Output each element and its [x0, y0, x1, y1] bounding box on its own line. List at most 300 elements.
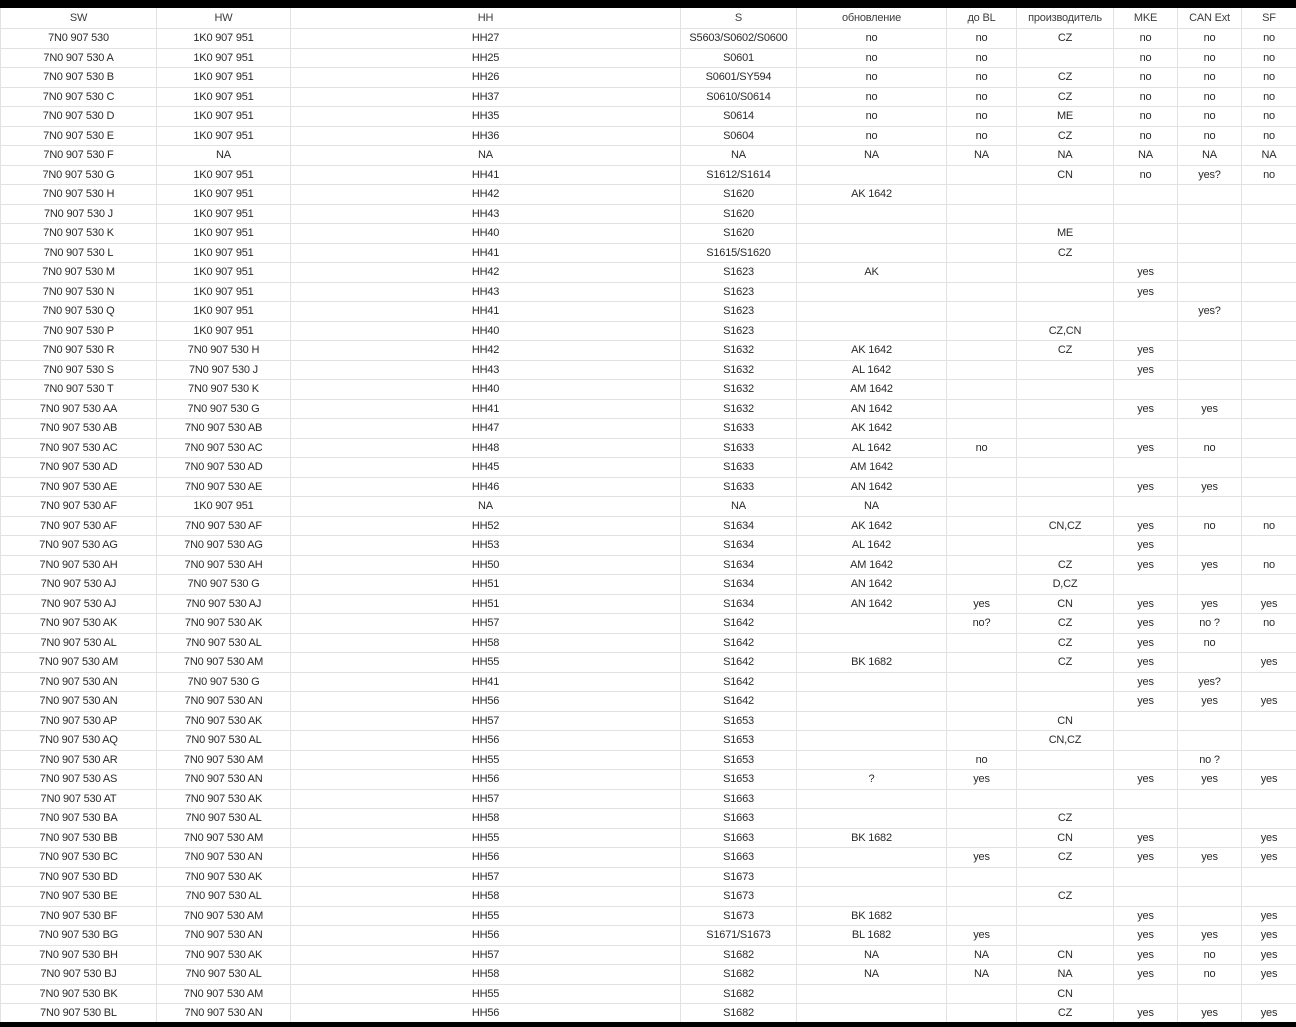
cell-can-ext[interactable]: yes	[1178, 594, 1242, 614]
cell-s[interactable]: S1682	[681, 1004, 797, 1024]
cell-hw[interactable]: 7N0 907 530 AG	[157, 536, 291, 556]
cell-hh[interactable]: NA	[291, 497, 681, 517]
cell-s[interactable]: S1634	[681, 555, 797, 575]
cell-hh[interactable]: HH48	[291, 438, 681, 458]
cell-hw[interactable]: 7N0 907 530 AC	[157, 438, 291, 458]
cell-mke[interactable]: yes	[1114, 633, 1178, 653]
cell-manufacturer[interactable]: ME	[1017, 107, 1114, 127]
cell-hw[interactable]: 7N0 907 530 AM	[157, 984, 291, 1004]
cell-can-ext[interactable]: no	[1178, 48, 1242, 68]
cell-mke[interactable]: no	[1114, 165, 1178, 185]
cell-hh[interactable]: HH58	[291, 887, 681, 907]
cell-mke[interactable]: yes	[1114, 692, 1178, 712]
cell-hh[interactable]: HH41	[291, 672, 681, 692]
cell-sf[interactable]: no	[1242, 614, 1296, 634]
cell-sf[interactable]: yes	[1242, 1004, 1296, 1024]
cell-sf[interactable]	[1242, 458, 1296, 478]
cell-can-ext[interactable]: no ?	[1178, 750, 1242, 770]
cell-hh[interactable]: HH50	[291, 555, 681, 575]
cell-manufacturer[interactable]: CZ,CN	[1017, 321, 1114, 341]
cell-hw[interactable]: 7N0 907 530 AH	[157, 555, 291, 575]
cell-sw[interactable]: 7N0 907 530 D	[1, 107, 157, 127]
cell-hh[interactable]: HH55	[291, 750, 681, 770]
cell-can-ext[interactable]	[1178, 243, 1242, 263]
cell-update[interactable]	[797, 711, 947, 731]
cell-sw[interactable]: 7N0 907 530 J	[1, 204, 157, 224]
cell-mke[interactable]	[1114, 458, 1178, 478]
cell-can-ext[interactable]	[1178, 282, 1242, 302]
cell-sw[interactable]: 7N0 907 530 BK	[1, 984, 157, 1004]
cell-can-ext[interactable]: yes?	[1178, 672, 1242, 692]
cell-s[interactable]: S1634	[681, 594, 797, 614]
cell-hw[interactable]: 1K0 907 951	[157, 165, 291, 185]
cell-s[interactable]: S1623	[681, 282, 797, 302]
cell-s[interactable]: S1671/S1673	[681, 926, 797, 946]
cell-manufacturer[interactable]: CZ	[1017, 1004, 1114, 1024]
cell-to-bl[interactable]	[947, 419, 1017, 439]
cell-can-ext[interactable]: no	[1178, 68, 1242, 88]
cell-s[interactable]: S1623	[681, 321, 797, 341]
cell-sw[interactable]: 7N0 907 530 BH	[1, 945, 157, 965]
cell-sf[interactable]: yes	[1242, 692, 1296, 712]
cell-sf[interactable]	[1242, 224, 1296, 244]
cell-can-ext[interactable]: yes	[1178, 926, 1242, 946]
column-header-hh[interactable]: HH	[291, 8, 681, 29]
cell-sw[interactable]: 7N0 907 530 G	[1, 165, 157, 185]
cell-sw[interactable]: 7N0 907 530 AF	[1, 497, 157, 517]
cell-sw[interactable]: 7N0 907 530 BE	[1, 887, 157, 907]
cell-can-ext[interactable]	[1178, 867, 1242, 887]
cell-to-bl[interactable]	[947, 321, 1017, 341]
cell-hh[interactable]: HH41	[291, 399, 681, 419]
cell-can-ext[interactable]	[1178, 204, 1242, 224]
cell-sw[interactable]: 7N0 907 530 BB	[1, 828, 157, 848]
cell-to-bl[interactable]: NA	[947, 965, 1017, 985]
cell-s[interactable]: S1642	[681, 614, 797, 634]
cell-hw[interactable]: 7N0 907 530 G	[157, 672, 291, 692]
cell-hh[interactable]: HH46	[291, 477, 681, 497]
cell-sw[interactable]: 7N0 907 530 AH	[1, 555, 157, 575]
cell-hh[interactable]: HH27	[291, 29, 681, 49]
cell-to-bl[interactable]	[947, 731, 1017, 751]
cell-hh[interactable]: HH45	[291, 458, 681, 478]
cell-to-bl[interactable]: no	[947, 68, 1017, 88]
cell-can-ext[interactable]	[1178, 828, 1242, 848]
cell-hw[interactable]: 7N0 907 530 AK	[157, 614, 291, 634]
cell-can-ext[interactable]: yes	[1178, 770, 1242, 790]
cell-hh[interactable]: HH57	[291, 789, 681, 809]
cell-sf[interactable]: NA	[1242, 146, 1296, 166]
cell-s[interactable]: S1633	[681, 477, 797, 497]
cell-s[interactable]: S1633	[681, 419, 797, 439]
cell-hh[interactable]: HH58	[291, 633, 681, 653]
cell-hw[interactable]: 7N0 907 530 K	[157, 380, 291, 400]
cell-can-ext[interactable]	[1178, 887, 1242, 907]
cell-can-ext[interactable]: yes	[1178, 399, 1242, 419]
cell-can-ext[interactable]	[1178, 711, 1242, 731]
cell-can-ext[interactable]: no ?	[1178, 614, 1242, 634]
cell-sf[interactable]	[1242, 477, 1296, 497]
cell-s[interactable]: S1653	[681, 731, 797, 751]
cell-hh[interactable]: HH56	[291, 731, 681, 751]
cell-manufacturer[interactable]: CZ	[1017, 848, 1114, 868]
cell-hw[interactable]: 7N0 907 530 AN	[157, 770, 291, 790]
cell-sw[interactable]: 7N0 907 530 T	[1, 380, 157, 400]
cell-mke[interactable]: no	[1114, 29, 1178, 49]
cell-mke[interactable]	[1114, 731, 1178, 751]
cell-update[interactable]	[797, 1004, 947, 1024]
cell-manufacturer[interactable]: CZ	[1017, 29, 1114, 49]
cell-hw[interactable]: 7N0 907 530 AK	[157, 711, 291, 731]
cell-s[interactable]: S0604	[681, 126, 797, 146]
cell-sf[interactable]: no	[1242, 555, 1296, 575]
cell-can-ext[interactable]: yes	[1178, 477, 1242, 497]
cell-update[interactable]: AM 1642	[797, 458, 947, 478]
cell-manufacturer[interactable]: CN	[1017, 984, 1114, 1004]
cell-can-ext[interactable]	[1178, 419, 1242, 439]
cell-mke[interactable]: yes	[1114, 263, 1178, 283]
cell-mke[interactable]: yes	[1114, 945, 1178, 965]
cell-s[interactable]: S1633	[681, 438, 797, 458]
cell-s[interactable]: S1663	[681, 809, 797, 829]
cell-sw[interactable]: 7N0 907 530 P	[1, 321, 157, 341]
cell-sw[interactable]: 7N0 907 530 AJ	[1, 575, 157, 595]
cell-manufacturer[interactable]	[1017, 458, 1114, 478]
cell-can-ext[interactable]	[1178, 497, 1242, 517]
cell-to-bl[interactable]	[947, 263, 1017, 283]
cell-sf[interactable]	[1242, 672, 1296, 692]
cell-manufacturer[interactable]	[1017, 185, 1114, 205]
cell-s[interactable]: S1633	[681, 458, 797, 478]
cell-s[interactable]: S1620	[681, 224, 797, 244]
cell-sw[interactable]: 7N0 907 530 AR	[1, 750, 157, 770]
cell-mke[interactable]: yes	[1114, 926, 1178, 946]
cell-hw[interactable]: 7N0 907 530 J	[157, 360, 291, 380]
cell-mke[interactable]: yes	[1114, 828, 1178, 848]
cell-mke[interactable]	[1114, 575, 1178, 595]
cell-mke[interactable]: yes	[1114, 536, 1178, 556]
cell-to-bl[interactable]: no	[947, 48, 1017, 68]
cell-update[interactable]: BK 1682	[797, 828, 947, 848]
cell-can-ext[interactable]: yes	[1178, 1004, 1242, 1024]
cell-sw[interactable]: 7N0 907 530 AD	[1, 458, 157, 478]
cell-manufacturer[interactable]	[1017, 750, 1114, 770]
cell-sf[interactable]: yes	[1242, 906, 1296, 926]
cell-can-ext[interactable]	[1178, 536, 1242, 556]
cell-can-ext[interactable]	[1178, 224, 1242, 244]
cell-update[interactable]: AL 1642	[797, 438, 947, 458]
cell-mke[interactable]	[1114, 380, 1178, 400]
cell-sf[interactable]: yes	[1242, 653, 1296, 673]
cell-to-bl[interactable]: yes	[947, 848, 1017, 868]
cell-update[interactable]: NA	[797, 497, 947, 517]
cell-manufacturer[interactable]	[1017, 380, 1114, 400]
cell-mke[interactable]: yes	[1114, 770, 1178, 790]
cell-mke[interactable]: yes	[1114, 555, 1178, 575]
cell-to-bl[interactable]	[947, 711, 1017, 731]
cell-to-bl[interactable]	[947, 575, 1017, 595]
column-header-update[interactable]: обновление	[797, 8, 947, 29]
cell-sw[interactable]: 7N0 907 530 AM	[1, 653, 157, 673]
cell-s[interactable]: S0601/SY594	[681, 68, 797, 88]
cell-to-bl[interactable]	[947, 633, 1017, 653]
cell-sf[interactable]	[1242, 731, 1296, 751]
cell-mke[interactable]: no	[1114, 68, 1178, 88]
cell-hh[interactable]: HH56	[291, 926, 681, 946]
cell-hh[interactable]: HH57	[291, 711, 681, 731]
cell-hh[interactable]: HH40	[291, 321, 681, 341]
cell-can-ext[interactable]: no	[1178, 126, 1242, 146]
cell-hh[interactable]: HH36	[291, 126, 681, 146]
cell-s[interactable]: S1620	[681, 185, 797, 205]
cell-hh[interactable]: HH55	[291, 906, 681, 926]
cell-sf[interactable]: no	[1242, 48, 1296, 68]
cell-update[interactable]: no	[797, 29, 947, 49]
cell-hw[interactable]: 7N0 907 530 AN	[157, 848, 291, 868]
cell-hw[interactable]: 1K0 907 951	[157, 497, 291, 517]
cell-hw[interactable]: 7N0 907 530 AJ	[157, 594, 291, 614]
cell-manufacturer[interactable]: NA	[1017, 146, 1114, 166]
cell-can-ext[interactable]	[1178, 380, 1242, 400]
cell-sw[interactable]: 7N0 907 530 E	[1, 126, 157, 146]
cell-manufacturer[interactable]	[1017, 497, 1114, 517]
cell-sw[interactable]: 7N0 907 530 Q	[1, 302, 157, 322]
cell-sw[interactable]: 7N0 907 530 BL	[1, 1004, 157, 1024]
cell-hw[interactable]: 7N0 907 530 AL	[157, 809, 291, 829]
cell-update[interactable]: BL 1682	[797, 926, 947, 946]
cell-hh[interactable]: HH52	[291, 516, 681, 536]
cell-update[interactable]	[797, 750, 947, 770]
cell-mke[interactable]	[1114, 302, 1178, 322]
cell-update[interactable]: AK 1642	[797, 341, 947, 361]
cell-manufacturer[interactable]	[1017, 672, 1114, 692]
cell-hh[interactable]: HH43	[291, 360, 681, 380]
cell-sf[interactable]	[1242, 575, 1296, 595]
cell-sw[interactable]: 7N0 907 530 M	[1, 263, 157, 283]
cell-to-bl[interactable]	[947, 399, 1017, 419]
cell-can-ext[interactable]	[1178, 360, 1242, 380]
cell-can-ext[interactable]: no	[1178, 87, 1242, 107]
cell-hw[interactable]: 1K0 907 951	[157, 126, 291, 146]
cell-sw[interactable]: 7N0 907 530 N	[1, 282, 157, 302]
cell-mke[interactable]: yes	[1114, 477, 1178, 497]
cell-sw[interactable]: 7N0 907 530 AC	[1, 438, 157, 458]
cell-hh[interactable]: NA	[291, 146, 681, 166]
cell-update[interactable]: AK	[797, 263, 947, 283]
cell-mke[interactable]	[1114, 321, 1178, 341]
cell-to-bl[interactable]: no	[947, 29, 1017, 49]
cell-mke[interactable]	[1114, 204, 1178, 224]
cell-s[interactable]: S1682	[681, 984, 797, 1004]
cell-sw[interactable]: 7N0 907 530 AJ	[1, 594, 157, 614]
cell-to-bl[interactable]	[947, 536, 1017, 556]
cell-can-ext[interactable]	[1178, 458, 1242, 478]
cell-sf[interactable]: no	[1242, 68, 1296, 88]
cell-manufacturer[interactable]: CZ	[1017, 243, 1114, 263]
cell-sw[interactable]: 7N0 907 530 AN	[1, 692, 157, 712]
cell-manufacturer[interactable]	[1017, 770, 1114, 790]
cell-hw[interactable]: 1K0 907 951	[157, 87, 291, 107]
cell-hh[interactable]: HH57	[291, 614, 681, 634]
cell-can-ext[interactable]	[1178, 341, 1242, 361]
cell-update[interactable]	[797, 887, 947, 907]
cell-hw[interactable]: 1K0 907 951	[157, 263, 291, 283]
cell-sw[interactable]: 7N0 907 530 A	[1, 48, 157, 68]
cell-to-bl[interactable]: no	[947, 107, 1017, 127]
cell-to-bl[interactable]	[947, 360, 1017, 380]
cell-can-ext[interactable]: NA	[1178, 146, 1242, 166]
cell-manufacturer[interactable]: CN	[1017, 828, 1114, 848]
cell-sw[interactable]: 7N0 907 530 AQ	[1, 731, 157, 751]
cell-sf[interactable]	[1242, 341, 1296, 361]
cell-s[interactable]: S1653	[681, 750, 797, 770]
cell-sf[interactable]	[1242, 321, 1296, 341]
cell-hh[interactable]: HH43	[291, 282, 681, 302]
cell-manufacturer[interactable]: CN	[1017, 165, 1114, 185]
cell-update[interactable]	[797, 672, 947, 692]
cell-hw[interactable]: 7N0 907 530 G	[157, 399, 291, 419]
cell-hw[interactable]: 7N0 907 530 AN	[157, 1004, 291, 1024]
cell-can-ext[interactable]	[1178, 575, 1242, 595]
cell-s[interactable]: S1623	[681, 263, 797, 283]
cell-manufacturer[interactable]: CN	[1017, 594, 1114, 614]
cell-sw[interactable]: 7N0 907 530 AP	[1, 711, 157, 731]
cell-s[interactable]: S1634	[681, 516, 797, 536]
cell-hw[interactable]: 7N0 907 530 AL	[157, 633, 291, 653]
cell-mke[interactable]: no	[1114, 87, 1178, 107]
cell-sw[interactable]: 7N0 907 530 BG	[1, 926, 157, 946]
cell-sf[interactable]	[1242, 809, 1296, 829]
cell-can-ext[interactable]	[1178, 984, 1242, 1004]
cell-sw[interactable]: 7N0 907 530 AK	[1, 614, 157, 634]
cell-hh[interactable]: HH56	[291, 848, 681, 868]
cell-mke[interactable]: yes	[1114, 438, 1178, 458]
cell-s[interactable]: S1623	[681, 302, 797, 322]
cell-s[interactable]: S1632	[681, 360, 797, 380]
cell-can-ext[interactable]: yes?	[1178, 165, 1242, 185]
cell-manufacturer[interactable]: CZ	[1017, 126, 1114, 146]
cell-can-ext[interactable]: no	[1178, 965, 1242, 985]
cell-mke[interactable]: yes	[1114, 594, 1178, 614]
cell-hh[interactable]: HH55	[291, 984, 681, 1004]
cell-s[interactable]: NA	[681, 146, 797, 166]
cell-s[interactable]: S1673	[681, 906, 797, 926]
cell-sw[interactable]: 7N0 907 530 S	[1, 360, 157, 380]
cell-sf[interactable]	[1242, 185, 1296, 205]
cell-sf[interactable]	[1242, 497, 1296, 517]
cell-update[interactable]: AN 1642	[797, 399, 947, 419]
cell-s[interactable]: S1642	[681, 653, 797, 673]
cell-can-ext[interactable]	[1178, 263, 1242, 283]
cell-update[interactable]: no	[797, 107, 947, 127]
cell-sw[interactable]: 7N0 907 530 F	[1, 146, 157, 166]
cell-s[interactable]: S1642	[681, 633, 797, 653]
cell-hh[interactable]: HH26	[291, 68, 681, 88]
cell-hh[interactable]: HH41	[291, 243, 681, 263]
cell-mke[interactable]: yes	[1114, 906, 1178, 926]
cell-sf[interactable]	[1242, 633, 1296, 653]
cell-mke[interactable]: no	[1114, 126, 1178, 146]
cell-hh[interactable]: HH37	[291, 87, 681, 107]
cell-sw[interactable]: 7N0 907 530 AG	[1, 536, 157, 556]
cell-hw[interactable]: 7N0 907 530 AM	[157, 828, 291, 848]
cell-s[interactable]: S0601	[681, 48, 797, 68]
cell-s[interactable]: S1620	[681, 204, 797, 224]
cell-s[interactable]: S1632	[681, 341, 797, 361]
cell-update[interactable]	[797, 867, 947, 887]
cell-mke[interactable]: yes	[1114, 672, 1178, 692]
cell-hh[interactable]: HH40	[291, 224, 681, 244]
cell-hh[interactable]: HH35	[291, 107, 681, 127]
cell-can-ext[interactable]	[1178, 789, 1242, 809]
column-header-sw[interactable]: SW	[1, 8, 157, 29]
cell-hw[interactable]: 7N0 907 530 AK	[157, 789, 291, 809]
cell-manufacturer[interactable]	[1017, 282, 1114, 302]
cell-to-bl[interactable]	[947, 809, 1017, 829]
cell-hh[interactable]: HH41	[291, 302, 681, 322]
cell-sf[interactable]	[1242, 711, 1296, 731]
cell-manufacturer[interactable]: ME	[1017, 224, 1114, 244]
cell-manufacturer[interactable]: CZ	[1017, 614, 1114, 634]
cell-can-ext[interactable]	[1178, 906, 1242, 926]
cell-s[interactable]: S1634	[681, 575, 797, 595]
cell-can-ext[interactable]	[1178, 809, 1242, 829]
cell-update[interactable]: AL 1642	[797, 360, 947, 380]
cell-sf[interactable]: no	[1242, 87, 1296, 107]
cell-hh[interactable]: HH58	[291, 965, 681, 985]
cell-update[interactable]	[797, 302, 947, 322]
cell-mke[interactable]	[1114, 789, 1178, 809]
cell-sf[interactable]: yes	[1242, 770, 1296, 790]
cell-sf[interactable]	[1242, 750, 1296, 770]
cell-s[interactable]: S1663	[681, 828, 797, 848]
cell-mke[interactable]: yes	[1114, 653, 1178, 673]
cell-to-bl[interactable]	[947, 165, 1017, 185]
cell-sf[interactable]: yes	[1242, 926, 1296, 946]
cell-s[interactable]: S1653	[681, 770, 797, 790]
cell-manufacturer[interactable]	[1017, 419, 1114, 439]
cell-to-bl[interactable]	[947, 906, 1017, 926]
cell-hh[interactable]: HH55	[291, 653, 681, 673]
cell-s[interactable]: S5603/S0602/S0600	[681, 29, 797, 49]
cell-sf[interactable]: no	[1242, 516, 1296, 536]
cell-manufacturer[interactable]: CZ	[1017, 653, 1114, 673]
cell-update[interactable]: AM 1642	[797, 380, 947, 400]
cell-update[interactable]: AK 1642	[797, 185, 947, 205]
cell-to-bl[interactable]	[947, 458, 1017, 478]
cell-hw[interactable]: 7N0 907 530 G	[157, 575, 291, 595]
cell-sw[interactable]: 7N0 907 530 BJ	[1, 965, 157, 985]
cell-manufacturer[interactable]	[1017, 867, 1114, 887]
cell-update[interactable]: AK 1642	[797, 419, 947, 439]
cell-update[interactable]: BK 1682	[797, 906, 947, 926]
cell-update[interactable]	[797, 633, 947, 653]
cell-update[interactable]	[797, 282, 947, 302]
cell-update[interactable]: no	[797, 126, 947, 146]
cell-sw[interactable]: 7N0 907 530 BD	[1, 867, 157, 887]
cell-mke[interactable]: yes	[1114, 399, 1178, 419]
cell-sf[interactable]	[1242, 243, 1296, 263]
cell-manufacturer[interactable]	[1017, 360, 1114, 380]
cell-can-ext[interactable]: yes	[1178, 555, 1242, 575]
cell-s[interactable]: S1673	[681, 867, 797, 887]
cell-sf[interactable]	[1242, 380, 1296, 400]
cell-hw[interactable]: 1K0 907 951	[157, 48, 291, 68]
cell-hw[interactable]: 7N0 907 530 AE	[157, 477, 291, 497]
cell-update[interactable]: no	[797, 48, 947, 68]
cell-sf[interactable]: yes	[1242, 945, 1296, 965]
cell-s[interactable]: S1642	[681, 672, 797, 692]
